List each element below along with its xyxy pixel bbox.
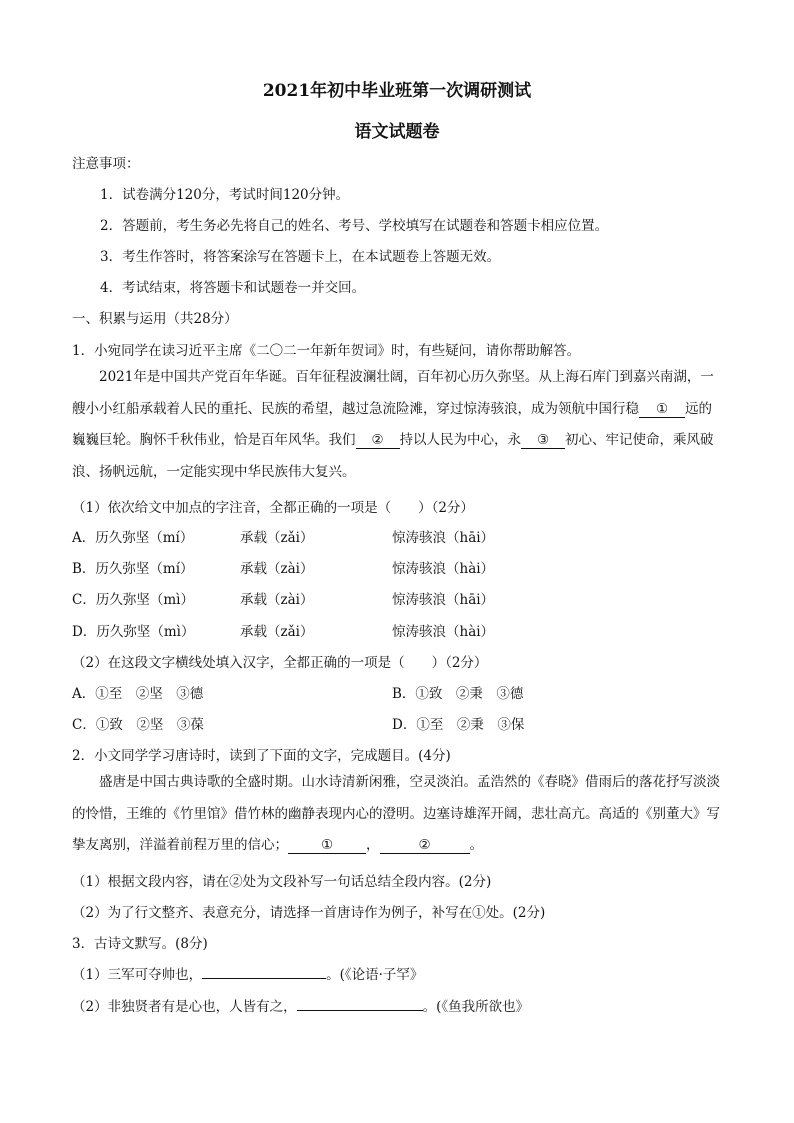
- question-3-sub-1: [72, 963, 423, 983]
- notice-item: 4．考试结束，将答题卡和试题卷一并交回。: [100, 280, 366, 296]
- option-d: D．①至 ②秉 ③保: [392, 717, 525, 733]
- blank-3: ③: [521, 433, 565, 449]
- notice-item: 2．答题前，考生务必先将自己的姓名、考号、学校填写在试题卷和答题卡相应位置。: [100, 218, 609, 234]
- blank-2: ②: [356, 433, 400, 449]
- section-heading: 一、积累与运用（共28分）: [72, 311, 238, 327]
- option-c-col-2: 承载（zài）: [240, 592, 314, 608]
- blank-1: ①: [639, 402, 685, 418]
- recite-blank: [297, 1010, 423, 1011]
- recite-source: 。(《鱼我所欲也》: [422, 999, 530, 1015]
- option-b-col-1: B．历久弥坚（mí）: [72, 561, 194, 577]
- question-2-sub-2: （2）为了行文整齐、表意充分，请选择一首唐诗作为例子，补写在①处。(2分): [72, 905, 546, 921]
- notice-heading: 注意事项：: [72, 156, 140, 172]
- question-2-sub-1: （1）根据文段内容，请在②处为文段补写一句话总结全段内容。(2分): [72, 874, 492, 890]
- option-c: C．①致 ②坚 ③葆: [72, 717, 204, 733]
- question-2-passage: [72, 767, 722, 862]
- option-d-col-1: D．历久弥坚（mì）: [72, 624, 195, 640]
- question-1-sub-2-stem: （2）在这段文字横线处填入汉字，全都正确的一项是（ ）（2分）: [72, 655, 488, 671]
- option-c-col-3: 惊涛骇浪（hāi）: [392, 592, 495, 608]
- option-a-col-1: A．历久弥坚（mí）: [72, 530, 194, 546]
- option-a-col-2: 承载（zǎi）: [240, 530, 314, 546]
- exam-subtitle: 语文试题卷: [354, 122, 440, 142]
- question-1-passage: [72, 362, 722, 488]
- question-3-stem: 3．古诗文默写。(8分): [72, 936, 208, 952]
- passage-text: 2021年是中国共产党百年华诞。百年征程波澜壮阔，百年初心历久弥坚。从上海石库门到嘉兴南湖，一艘小小红船承载着人民的重托、民族的希望，越过急流险滩，穿过惊涛骇浪，成为领航中国行稳: [72, 369, 714, 417]
- option-b: B．①致 ②秉 ③德: [392, 686, 524, 702]
- blank-1: ①: [288, 838, 366, 854]
- question-3-sub-2: [72, 995, 529, 1015]
- recite-source: 。(《论语·子罕》: [326, 967, 424, 983]
- recite-blank: [202, 978, 326, 979]
- passage-text: 盛唐是中国古典诗歌的全盛时期。山水诗清新闲雅，空灵淡泊。孟浩然的《春晓》借雨后的落花抒写淡淡的怜惜，王维的《竹里馆》借竹林的幽静表现内心的澄明。边塞诗雄浑开阔，悲壮高亢。高适的《别董大》写挚友离别，洋溢着前程万里的信心；: [72, 774, 720, 853]
- recite-prompt: （2）非独贤者有是心也，人皆有之，: [72, 999, 297, 1015]
- question-1-stem: 1．小宛同学在读习近平主席《二〇二一年新年贺词》时，有些疑问，请你帮助解答。: [72, 343, 581, 359]
- notice-item: 1．试卷满分120分，考试时间120分钟。: [100, 187, 350, 203]
- option-b-col-2: 承载（zài）: [240, 561, 314, 577]
- passage-text: 初心、牢记使命，乘风破浪、扬帆远航，一定能实现中华民族伟大复兴。: [72, 432, 714, 480]
- option-b-col-3: 惊涛骇浪（hài）: [392, 561, 495, 577]
- blank-2: ②: [380, 838, 470, 854]
- passage-text: 持以人民为中心，永: [399, 432, 521, 448]
- passage-end: 。: [469, 837, 483, 853]
- separator: ，: [366, 837, 380, 853]
- recite-prompt: （1）三军可夺帅也，: [72, 967, 203, 983]
- option-d-col-2: 承载（zǎi）: [240, 624, 314, 640]
- question-1-sub-1-stem: （1）依次给文中加点的字注音，全都正确的一项是（ ）（2分）: [72, 500, 474, 516]
- option-c-col-1: C．历久弥坚（mì）: [72, 592, 194, 608]
- passage-text: 远的巍巍巨轮。胸怀千秋伟业，恰是百年风华。我们: [72, 400, 712, 448]
- exam-title: 2021年初中毕业班第一次调研测试: [262, 81, 532, 101]
- option-a: A．①至 ②坚 ③德: [72, 686, 204, 702]
- option-a-col-3: 惊涛骇浪（hāi）: [392, 530, 495, 546]
- question-2-stem: 2．小文同学学习唐诗时，读到了下面的文字，完成题目。(4分): [72, 748, 451, 764]
- option-d-col-3: 惊涛骇浪（hài）: [392, 624, 495, 640]
- notice-item: 3．考生作答时，将答案涂写在答题卡上，在本试题卷上答题无效。: [100, 249, 501, 265]
